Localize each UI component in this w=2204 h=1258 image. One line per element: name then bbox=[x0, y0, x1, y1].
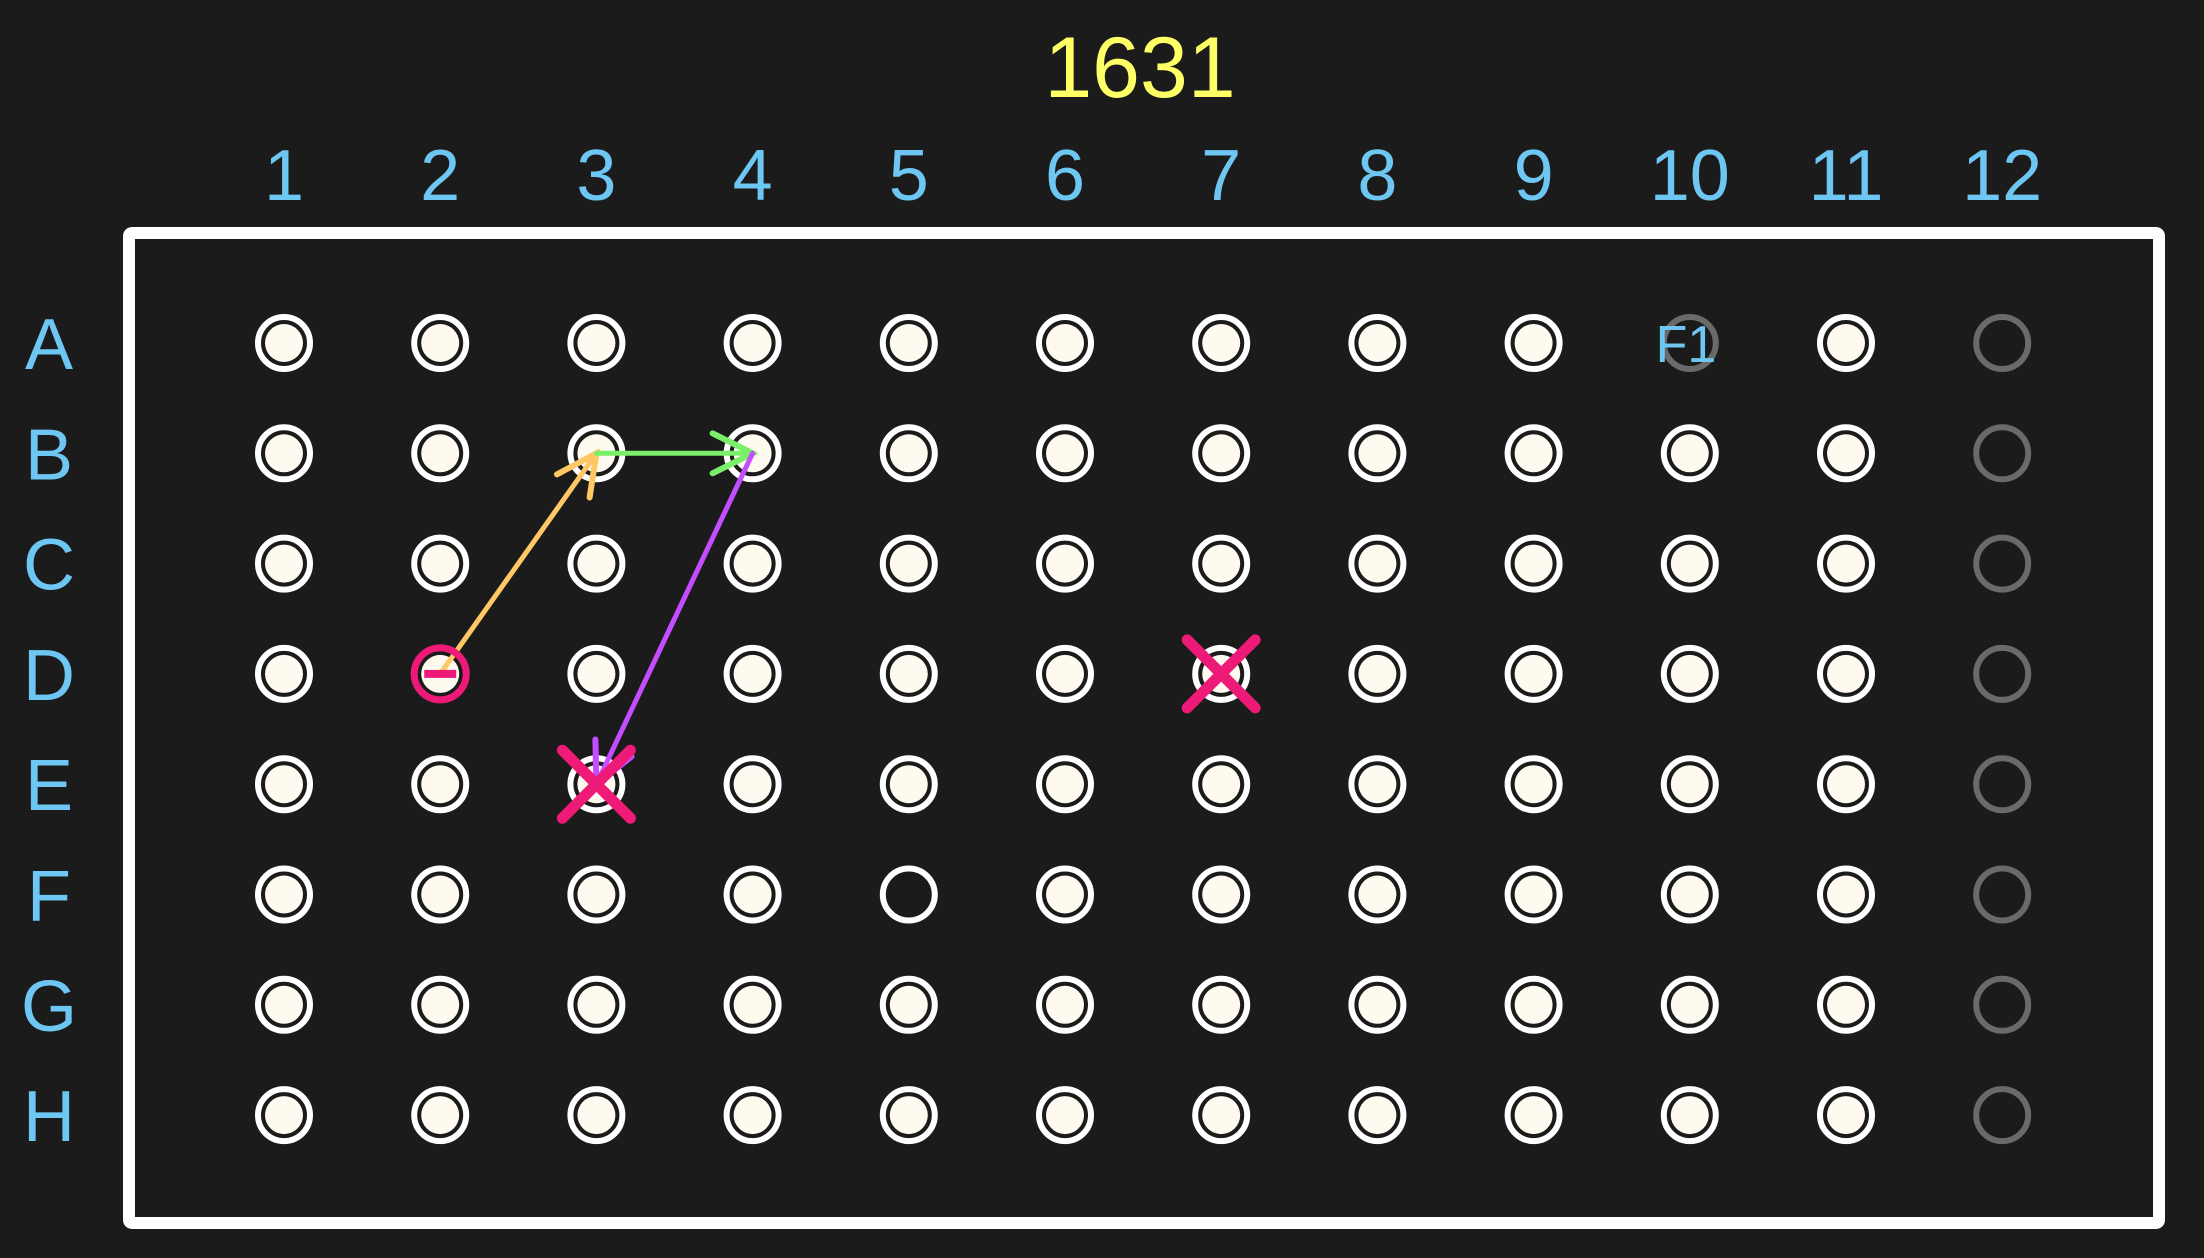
column-label-10: 10 bbox=[1649, 136, 1730, 216]
row-label-A: A bbox=[24, 305, 74, 385]
well-B6[interactable] bbox=[1039, 427, 1091, 479]
column-label-1: 1 bbox=[263, 136, 305, 216]
well-E8[interactable] bbox=[1351, 758, 1403, 810]
well-A4[interactable] bbox=[727, 317, 779, 369]
well-D9[interactable] bbox=[1508, 648, 1560, 700]
well-G9[interactable] bbox=[1508, 979, 1560, 1031]
well-D10[interactable] bbox=[1664, 648, 1716, 700]
column-label-4: 4 bbox=[732, 136, 773, 216]
well-A12[interactable] bbox=[1976, 317, 2028, 369]
well-F11[interactable] bbox=[1820, 869, 1872, 921]
well-H12[interactable] bbox=[1976, 1089, 2028, 1141]
well-B12[interactable] bbox=[1976, 427, 2028, 479]
well-G5[interactable] bbox=[883, 979, 935, 1031]
well-H5[interactable] bbox=[883, 1089, 935, 1141]
well-C12[interactable] bbox=[1976, 538, 2028, 590]
well-G11[interactable] bbox=[1820, 979, 1872, 1031]
well-F7[interactable] bbox=[1195, 869, 1247, 921]
well-C8[interactable] bbox=[1351, 538, 1403, 590]
transfer-arrows bbox=[440, 453, 752, 784]
well-F10[interactable] bbox=[1664, 869, 1716, 921]
row-label-E: E bbox=[24, 746, 74, 827]
well-H7[interactable] bbox=[1195, 1089, 1247, 1141]
well-F1[interactable] bbox=[258, 869, 310, 921]
well-E4[interactable] bbox=[727, 758, 779, 810]
well-A1[interactable] bbox=[258, 317, 310, 369]
row-label-H: H bbox=[23, 1077, 75, 1158]
well-H3[interactable] bbox=[570, 1089, 622, 1141]
well-C5[interactable] bbox=[883, 538, 935, 590]
well-E6[interactable] bbox=[1039, 758, 1091, 810]
plate-title: 1631 bbox=[1044, 20, 1236, 116]
well-H2[interactable] bbox=[414, 1089, 466, 1141]
well-A11[interactable] bbox=[1820, 317, 1872, 369]
well-G7[interactable] bbox=[1195, 979, 1247, 1031]
wells bbox=[258, 317, 2028, 1141]
column-label-6: 6 bbox=[1044, 136, 1086, 216]
well-G4[interactable] bbox=[727, 979, 779, 1031]
well-C10[interactable] bbox=[1664, 538, 1716, 590]
well-F3[interactable] bbox=[570, 869, 622, 921]
well-D11[interactable] bbox=[1820, 648, 1872, 700]
well-C4[interactable] bbox=[727, 538, 779, 590]
well-H10[interactable] bbox=[1664, 1089, 1716, 1141]
row-label-G: G bbox=[20, 966, 78, 1047]
well-D8[interactable] bbox=[1351, 648, 1403, 700]
well-D4[interactable] bbox=[727, 648, 779, 700]
plate-border bbox=[129, 233, 2159, 1223]
well-C6[interactable] bbox=[1039, 538, 1091, 590]
well-C7[interactable] bbox=[1195, 538, 1247, 590]
well-F8[interactable] bbox=[1351, 869, 1403, 921]
well-B10[interactable] bbox=[1664, 427, 1716, 479]
column-label-11: 11 bbox=[1808, 136, 1884, 216]
well-G10[interactable] bbox=[1664, 979, 1716, 1031]
row-label-F: F bbox=[27, 856, 71, 937]
well-E11[interactable] bbox=[1820, 758, 1872, 810]
well-E12[interactable] bbox=[1976, 758, 2028, 810]
well-F12[interactable] bbox=[1976, 869, 2028, 921]
column-label-2: 2 bbox=[420, 136, 461, 216]
well-marks bbox=[414, 640, 1255, 818]
well-A9[interactable] bbox=[1508, 317, 1560, 369]
well-E5[interactable] bbox=[883, 758, 935, 810]
well-B11[interactable] bbox=[1820, 427, 1872, 479]
well-F5[interactable] bbox=[883, 869, 935, 921]
transfer-arrow-B4-E3 bbox=[596, 453, 752, 784]
well-H9[interactable] bbox=[1508, 1089, 1560, 1141]
column-label-3: 3 bbox=[576, 136, 617, 216]
well-E2[interactable] bbox=[414, 758, 466, 810]
well-D3[interactable] bbox=[570, 648, 622, 700]
row-label-C: C bbox=[23, 525, 75, 606]
well-C3[interactable] bbox=[570, 538, 622, 590]
well-H8[interactable] bbox=[1351, 1089, 1403, 1141]
well-E1[interactable] bbox=[258, 758, 310, 810]
well-B9[interactable] bbox=[1508, 427, 1560, 479]
well-G8[interactable] bbox=[1351, 979, 1403, 1031]
column-label-5: 5 bbox=[888, 136, 929, 216]
well-B5[interactable] bbox=[883, 427, 935, 479]
well-E10[interactable] bbox=[1664, 758, 1716, 810]
well-H6[interactable] bbox=[1039, 1089, 1091, 1141]
well-A5[interactable] bbox=[883, 317, 935, 369]
well-A2[interactable] bbox=[414, 317, 466, 369]
well-G3[interactable] bbox=[570, 979, 622, 1031]
well-F2[interactable] bbox=[414, 869, 466, 921]
well-G2[interactable] bbox=[414, 979, 466, 1031]
well-F9[interactable] bbox=[1508, 869, 1560, 921]
well-C11[interactable] bbox=[1820, 538, 1872, 590]
column-labels bbox=[264, 136, 2042, 216]
row-label-B: B bbox=[24, 415, 74, 496]
well-G12[interactable] bbox=[1976, 979, 2028, 1031]
well-B8[interactable] bbox=[1351, 427, 1403, 479]
well-H1[interactable] bbox=[258, 1089, 310, 1141]
well-F6[interactable] bbox=[1039, 869, 1091, 921]
well-A3[interactable] bbox=[570, 317, 622, 369]
column-label-12: 12 bbox=[1962, 136, 2043, 216]
column-label-7: 7 bbox=[1201, 136, 1242, 216]
well-E7[interactable] bbox=[1195, 758, 1247, 810]
well-D12[interactable] bbox=[1976, 648, 2028, 700]
well-F4[interactable] bbox=[727, 869, 779, 921]
well-D5[interactable] bbox=[883, 648, 935, 700]
well-E9[interactable] bbox=[1508, 758, 1560, 810]
well-H11[interactable] bbox=[1820, 1089, 1872, 1141]
well-annotation: F1 bbox=[1655, 316, 1717, 374]
well-B2[interactable] bbox=[414, 427, 466, 479]
well-A7[interactable] bbox=[1195, 317, 1247, 369]
column-label-8: 8 bbox=[1357, 136, 1398, 216]
well-B1[interactable] bbox=[258, 427, 310, 479]
well-D6[interactable] bbox=[1039, 648, 1091, 700]
well-D1[interactable] bbox=[258, 648, 310, 700]
well-A8[interactable] bbox=[1351, 317, 1403, 369]
well-A6[interactable] bbox=[1039, 317, 1091, 369]
well-G6[interactable] bbox=[1039, 979, 1091, 1031]
column-label-9: 9 bbox=[1513, 136, 1554, 216]
well-C1[interactable] bbox=[258, 538, 310, 590]
well-H4[interactable] bbox=[727, 1089, 779, 1141]
row-labels bbox=[21, 305, 77, 1157]
well-G1[interactable] bbox=[258, 979, 310, 1031]
row-label-D: D bbox=[23, 635, 75, 716]
well-C9[interactable] bbox=[1508, 538, 1560, 590]
well-B7[interactable] bbox=[1195, 427, 1247, 479]
well-C2[interactable] bbox=[414, 538, 466, 590]
